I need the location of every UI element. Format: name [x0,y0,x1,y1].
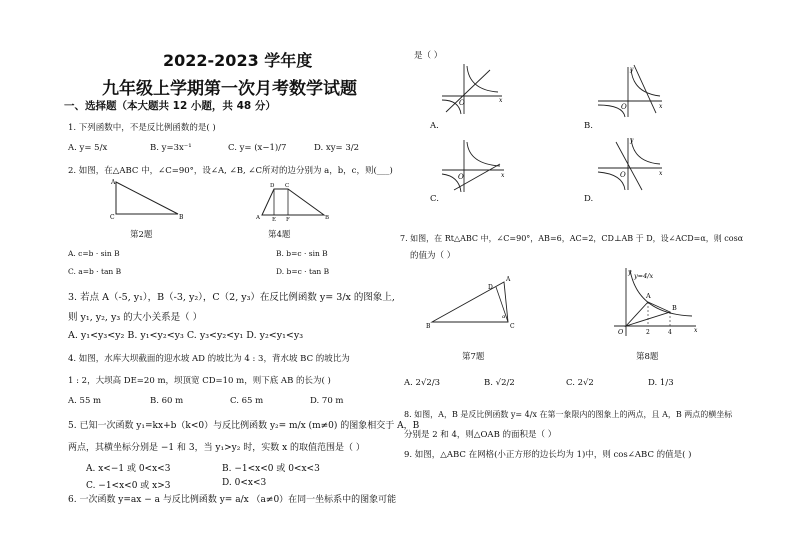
q1-option-c: C. y= (x−1)/7 [228,143,287,153]
svg-text:B: B [179,214,184,220]
q4-figure [254,181,336,221]
svg-text:x: x [499,97,503,104]
svg-text:y: y [630,66,634,73]
q7-option-a: A. 2√2/3 [404,378,441,388]
svg-text:y=4/x: y=4/x [634,272,654,280]
q3-stem-2: 则 y₁, y₂, y₃ 的大小关系是（ ） [68,312,203,323]
q1-stem: 1. 下列函数中，不是反比例函数的是( ) [68,123,216,133]
svg-text:B: B [426,323,431,330]
q4-stem: 4. 如图，水库大坝截面的迎水坡 AD 的坡比为 4 : 3，背水坡 BC 的坡比为 [68,354,350,364]
q7-option-c: C. 2√2 [566,378,594,388]
svg-text:y: y [628,269,632,276]
q8-figure-caption: 第8题 [636,352,659,362]
q5-option-c: C. −1<x<0 或 x>3 [86,481,171,491]
section-heading: 一、选择题（本大题共 12 小题，共 48 分） [64,100,276,112]
q2-figure [108,176,188,220]
q1-option-b: B. y=3x⁻¹ [150,143,192,153]
svg-text:C: C [110,214,115,220]
q3-stem: 3. 若点 A（-5, y₁），B（-3, y₂），C（2, y₃）在反比例函数 y= 3/x 的图象上, [68,292,395,303]
q5-stem: 5. 已知一次函数 y₁=kx+b（k<0）与反比例函数 y₂= m/x (m≠0) 的图象相交于 A，B [68,421,420,431]
svg-text:A: A [506,276,511,283]
q6-graph-b [596,63,666,121]
q4-figure-caption: 第4题 [268,230,291,240]
svg-text:2: 2 [646,329,650,336]
q6-label-d: D. [584,194,594,204]
svg-text:α: α [502,314,506,320]
svg-text:E: E [272,217,277,221]
q9-stem: 9. 如图，△ABC 在网格(小正方形的边长均为 1)中，则 cos∠ABC 的值是( ) [404,450,692,460]
q4-option-d: D. 70 m [310,396,344,406]
q6-label-b: B. [584,121,593,131]
q1-option-d: D. xy= 3/2 [314,143,360,153]
q5-option-b: B. −1<x<0 或 0<x<3 [222,464,320,474]
svg-text:A: A [646,292,651,300]
svg-text:D: D [270,183,275,189]
svg-text:B: B [672,304,677,312]
svg-text:O: O [459,99,465,107]
q2-option-a: A. c=b · sin B [68,249,120,258]
q6-graph-a [440,60,506,118]
q7-stem: 7. 如图，在 Rt△ABC 中，∠C=90°，AB=6，AC=2，CD⊥AB 于 D，设∠ACD=α，则 cosα [400,234,744,243]
exam-year: 2022-2023 学年度 [163,51,313,70]
svg-text:A: A [256,215,260,221]
svg-text:D: D [488,284,493,291]
svg-text:x: x [659,170,663,177]
q5-stem-2: 两点，其横坐标分别是 −1 和 3，当 y₁>y₂ 时，实数 x 的取值范围是（ ） [68,443,365,453]
q4-option-a: A. 55 m [68,396,102,406]
q8-figure [610,264,700,338]
q7-option-d: D. 1/3 [648,378,674,388]
q6-label-a: A. [430,121,439,131]
page-title: 九年级上学期第一次月考数学试题 [102,79,357,99]
svg-text:O: O [458,173,464,181]
svg-text:B: B [325,215,330,221]
svg-text:x: x [659,103,663,110]
svg-text:C: C [285,183,290,189]
q2-option-b: B. b=c · sin B [276,249,328,258]
svg-text:F: F [286,217,290,221]
svg-text:x: x [694,327,698,334]
q5-option-a: A. x<−1 或 0<x<3 [86,464,171,474]
q4-option-b: B. 60 m [150,396,184,406]
svg-text:4: 4 [668,329,672,336]
q7-figure-caption: 第7题 [462,352,485,362]
q2-figure-caption: 第2题 [130,230,153,240]
q6-stem: 6. 一次函数 y=ax − a 与反比例函数 y= a/x （a≠0）在同一坐标系中的图象可能 [68,495,397,505]
svg-text:O: O [621,103,627,111]
svg-text:x: x [501,172,505,179]
q5-option-d: D. 0<x<3 [222,478,267,488]
q7-stem-2: 的值为（ ） [410,251,456,261]
svg-text:A: A [111,179,116,186]
q6-graph-c [440,136,508,194]
q1-option-a: A. y= 5/x [68,143,108,153]
q8-stem: 8. 如图，A，B 是反比例函数 y= 4/x 在第一象限内的图象上的两点，且 A，B 两点的横坐标 [404,410,733,419]
q2-option-d: D. b=c · tan B [276,267,330,276]
q6-graph-d [596,134,666,192]
q4-stem-2: 1 : 2，大坝高 DE=20 m，坝顶宽 CD=10 m，则下底 AB 的长为( ) [68,376,331,386]
q7-figure [426,272,522,334]
svg-text:O: O [620,171,626,179]
q4-option-c: C. 65 m [230,396,264,406]
q6-stem-cont: 是（ ） [414,51,443,61]
svg-text:O: O [618,328,624,336]
q3-options: A. y₁<y₃<y₂ B. y₁<y₂<y₃ C. y₃<y₂<y₁ D. y₂<y₁<y₃ [68,330,304,341]
q2-stem: 2. 如图，在△ABC 中，∠C=90°，设∠A, ∠B, ∠C所对的边分别为 a，b，c，则(___) [68,166,393,176]
q6-label-c: C. [430,194,439,204]
q2-option-c: C. a=b · tan B [68,267,122,276]
q8-stem-2: 分别是 2 和 4，则△OAB 的面积是（ ） [404,430,557,440]
svg-text:C: C [510,323,515,330]
svg-text:y: y [630,137,634,144]
q7-option-b: B. √2/2 [484,378,515,388]
